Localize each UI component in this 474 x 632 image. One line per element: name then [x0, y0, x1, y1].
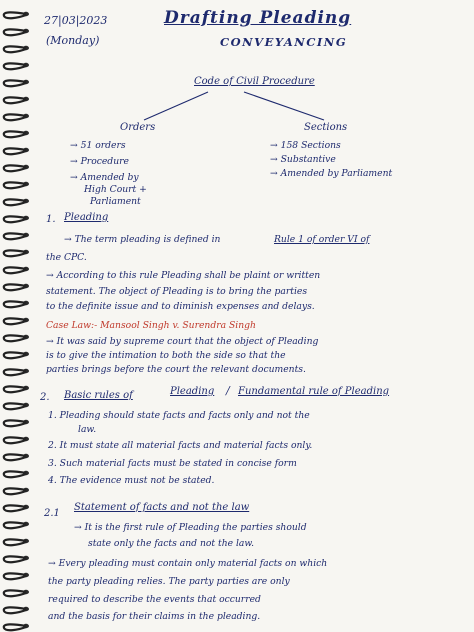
spiral-ring — [4, 607, 26, 613]
spiral-ring — [4, 590, 26, 596]
spiral-ring — [4, 522, 26, 528]
list-item: 3. Such material facts must be stated in concise form — [48, 458, 297, 469]
text-line: required to describe the events that occurred — [48, 594, 261, 605]
spiral-ring — [4, 471, 26, 477]
list-item: → Procedure — [70, 156, 129, 167]
list-item: 2. It must state all material facts and material facts only. — [48, 440, 313, 451]
section-heading: Statement of facts and not the law — [74, 502, 250, 513]
text-line: to the definite issue and to diminish expenses and delays. — [46, 301, 315, 312]
spiral-ring — [4, 29, 26, 35]
spiral-ring — [4, 352, 26, 358]
page-title: Drafting Pleading — [164, 8, 352, 28]
spiral-ring — [4, 454, 26, 460]
text-line: and the basis for their claims in the pleading. — [48, 611, 261, 622]
text-line: → The term pleading is defined in — [64, 234, 221, 245]
text-line: the CPC. — [46, 252, 87, 263]
text-line: statement. The object of Pleading is to bring the parties — [46, 286, 308, 297]
section-heading-part: Basic rules of — [64, 390, 133, 401]
spiral-ring — [4, 250, 26, 256]
spiral-ring — [4, 12, 26, 18]
spiral-ring — [4, 539, 26, 545]
spiral-ring — [4, 131, 26, 137]
list-item: 1. Pleading should state facts and facts only and not the — [48, 410, 310, 421]
list-item: Parliament — [90, 196, 141, 207]
list-item: → 51 orders — [70, 140, 126, 151]
spiral-ring — [4, 182, 26, 188]
text-line: → It is the first rule of Pleading the parties should — [74, 522, 307, 533]
section-heading-part: Pleading — [170, 386, 215, 397]
text-line: → It was said by supreme court that the object of Pleading — [46, 336, 319, 347]
section-heading-part: Fundamental rule of Pleading — [238, 386, 390, 397]
section-heading-part: / — [226, 384, 230, 397]
spiral-ring — [4, 148, 26, 154]
text-line: the party pleading relies. The party parties are only — [48, 576, 290, 587]
spiral-ring — [4, 505, 26, 511]
list-item: 4. The evidence must not be stated. — [48, 475, 215, 486]
spiral-ring — [4, 573, 26, 579]
spiral-ring — [4, 114, 26, 120]
list-item: → 158 Sections — [270, 140, 341, 151]
spiral-ring — [4, 46, 26, 52]
spiral-ring — [4, 437, 26, 443]
spiral-ring — [4, 420, 26, 426]
page-subtitle: CONVEYANCING — [220, 35, 348, 49]
diagram-right-label: Sections — [304, 122, 348, 133]
text-line: → According to this rule Pleading shall be plaint or written — [46, 270, 321, 281]
list-item: → Amended by Parliament — [270, 168, 393, 179]
spiral-ring — [4, 199, 26, 205]
spiral-ring — [4, 301, 26, 307]
rule-reference: Rule 1 of order VI of — [274, 234, 370, 245]
spiral-ring — [4, 63, 26, 69]
section-heading: Pleading — [64, 212, 109, 223]
notebook-page — [34, 0, 474, 632]
text-line: is to give the intimation to both the side so that the — [46, 350, 286, 361]
section-number: 1. — [46, 214, 56, 225]
spiral-ring — [4, 403, 26, 409]
list-item: → Amended by — [70, 172, 139, 183]
diagram-root: Code of Civil Procedure — [194, 76, 315, 87]
list-item: High Court + — [84, 184, 147, 195]
spiral-ring — [4, 624, 26, 630]
spiral-ring — [4, 233, 26, 239]
section-number: 2. — [40, 392, 50, 403]
spiral-ring — [4, 97, 26, 103]
list-item: law. — [78, 424, 97, 435]
spiral-ring — [4, 267, 26, 273]
spiral-ring — [4, 318, 26, 324]
case-law: Case Law:- Mansool Singh v. Surendra Singh — [46, 320, 256, 331]
spiral-ring — [4, 80, 26, 86]
day: (Monday) — [46, 34, 100, 47]
spiral-ring — [4, 556, 26, 562]
text-line: state only the facts and not the law. — [88, 538, 255, 549]
spiral-ring — [4, 216, 26, 222]
date: 27|03|2023 — [44, 14, 108, 27]
section-number: 2.1 — [44, 508, 60, 519]
text-line: → Every pleading must contain only material facts on which — [48, 558, 328, 569]
spiral-ring — [4, 165, 26, 171]
list-item: → Substantive — [270, 154, 336, 165]
diagram-left-label: Orders — [120, 122, 156, 133]
text-line: parties brings before the court the relevant documents. — [46, 364, 306, 375]
spiral-ring — [4, 335, 26, 341]
spiral-ring — [4, 284, 26, 290]
spiral-binding — [0, 0, 34, 632]
spiral-ring — [4, 386, 26, 392]
spiral-ring — [4, 369, 26, 375]
spiral-ring — [4, 488, 26, 494]
